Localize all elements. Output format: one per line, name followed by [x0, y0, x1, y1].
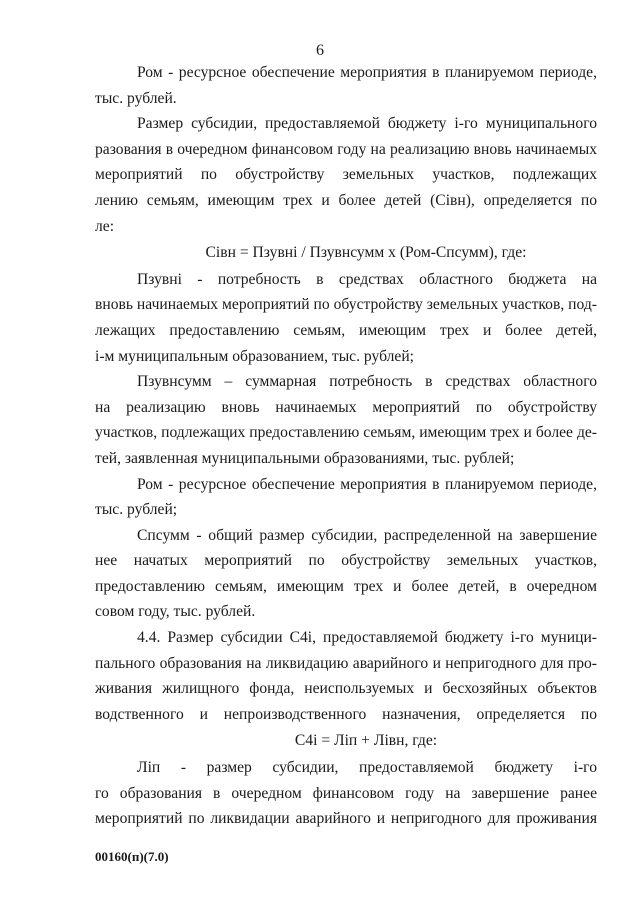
text-line: мероприятий по обустройству земельных участков, подлежащих: [95, 166, 597, 184]
text-line: тыс. рублей.: [95, 89, 177, 107]
formula-line: Сівн = Пзувні / Пзувнсумм х (Ром-Спсумм), где:: [205, 244, 527, 262]
text-line: мероприятий по ликвидации аварийного и непригодного для проживания: [95, 810, 597, 828]
page-number: 6: [316, 42, 324, 59]
text-line: нее начатых мероприятий по обустройству земельных участков,: [95, 552, 597, 570]
document-code: 00160(п)(7.0): [95, 849, 169, 864]
text-line: водственного и непроизводственного назначения, определяется по: [95, 705, 597, 723]
text-line: Пзувні - потребность в средствах областного бюджета на: [137, 270, 597, 288]
text-line: Ром - ресурсное обеспечение мероприятия в планируемом периоде,: [137, 64, 597, 81]
text-line: Пзувнсумм – суммарная потребность в средствах областного: [137, 373, 597, 391]
text-line: і-м муниципальным образованием, тыс. рублей;: [95, 347, 415, 365]
text-line: тыс. рублей;: [95, 501, 178, 519]
text-line: предоставлению семьям, имеющим трех и более детей, в очередном: [95, 577, 597, 595]
text-line: Размер субсидии, предоставляемой бюджету i-го муниципального: [137, 115, 597, 133]
text-line: тей, заявленная муниципальными образованиями, тыс. рублей;: [95, 449, 515, 467]
text-line: разования в очередном финансовом году на реализацию вновь начинаемых: [95, 140, 597, 158]
text-line: лежащих предоставлению семьям, имеющим трех и более детей,: [95, 321, 597, 339]
text-line: Ром - ресурсное обеспечение мероприятия в планируемом периоде,: [137, 475, 597, 493]
text-line: 4.4. Размер субсидии С4і, предоставляемой бюджету і-го муници-: [137, 629, 597, 647]
text-line: го образования в очередном финансовом году на завершение ранее: [95, 784, 597, 802]
text-line: Спсумм - общий размер субсидии, распределенной на завершение: [137, 526, 597, 544]
document-body: [95, 60, 597, 832]
text-line: лению семьям, имеющим трех и более детей (Сівн), определяется по: [95, 191, 597, 209]
text-line: пального образования на ликвидацию аварийного и непригодного для про-: [95, 654, 597, 672]
text-line: ле:: [95, 217, 115, 235]
formula-line: С4і = Ліп + Лівн, где:: [294, 732, 438, 750]
text-line: совом году, тыс. рублей.: [95, 603, 256, 621]
text-line: вновь начинаемых мероприятий по обустройству земельных участков, под-: [95, 296, 597, 314]
text-line: на реализацию вновь начинаемых мероприятий по обустройству: [95, 398, 597, 416]
text-line: живания жилищного фонда, неиспользуемых и бесхозяйных объектов: [95, 680, 597, 698]
text-line: участков, подлежащих предоставлению семьям, имеющим трех и более де-: [95, 424, 597, 442]
text-line: Ліп - размер субсидии, предоставляемой бюджету і-го: [137, 759, 597, 777]
